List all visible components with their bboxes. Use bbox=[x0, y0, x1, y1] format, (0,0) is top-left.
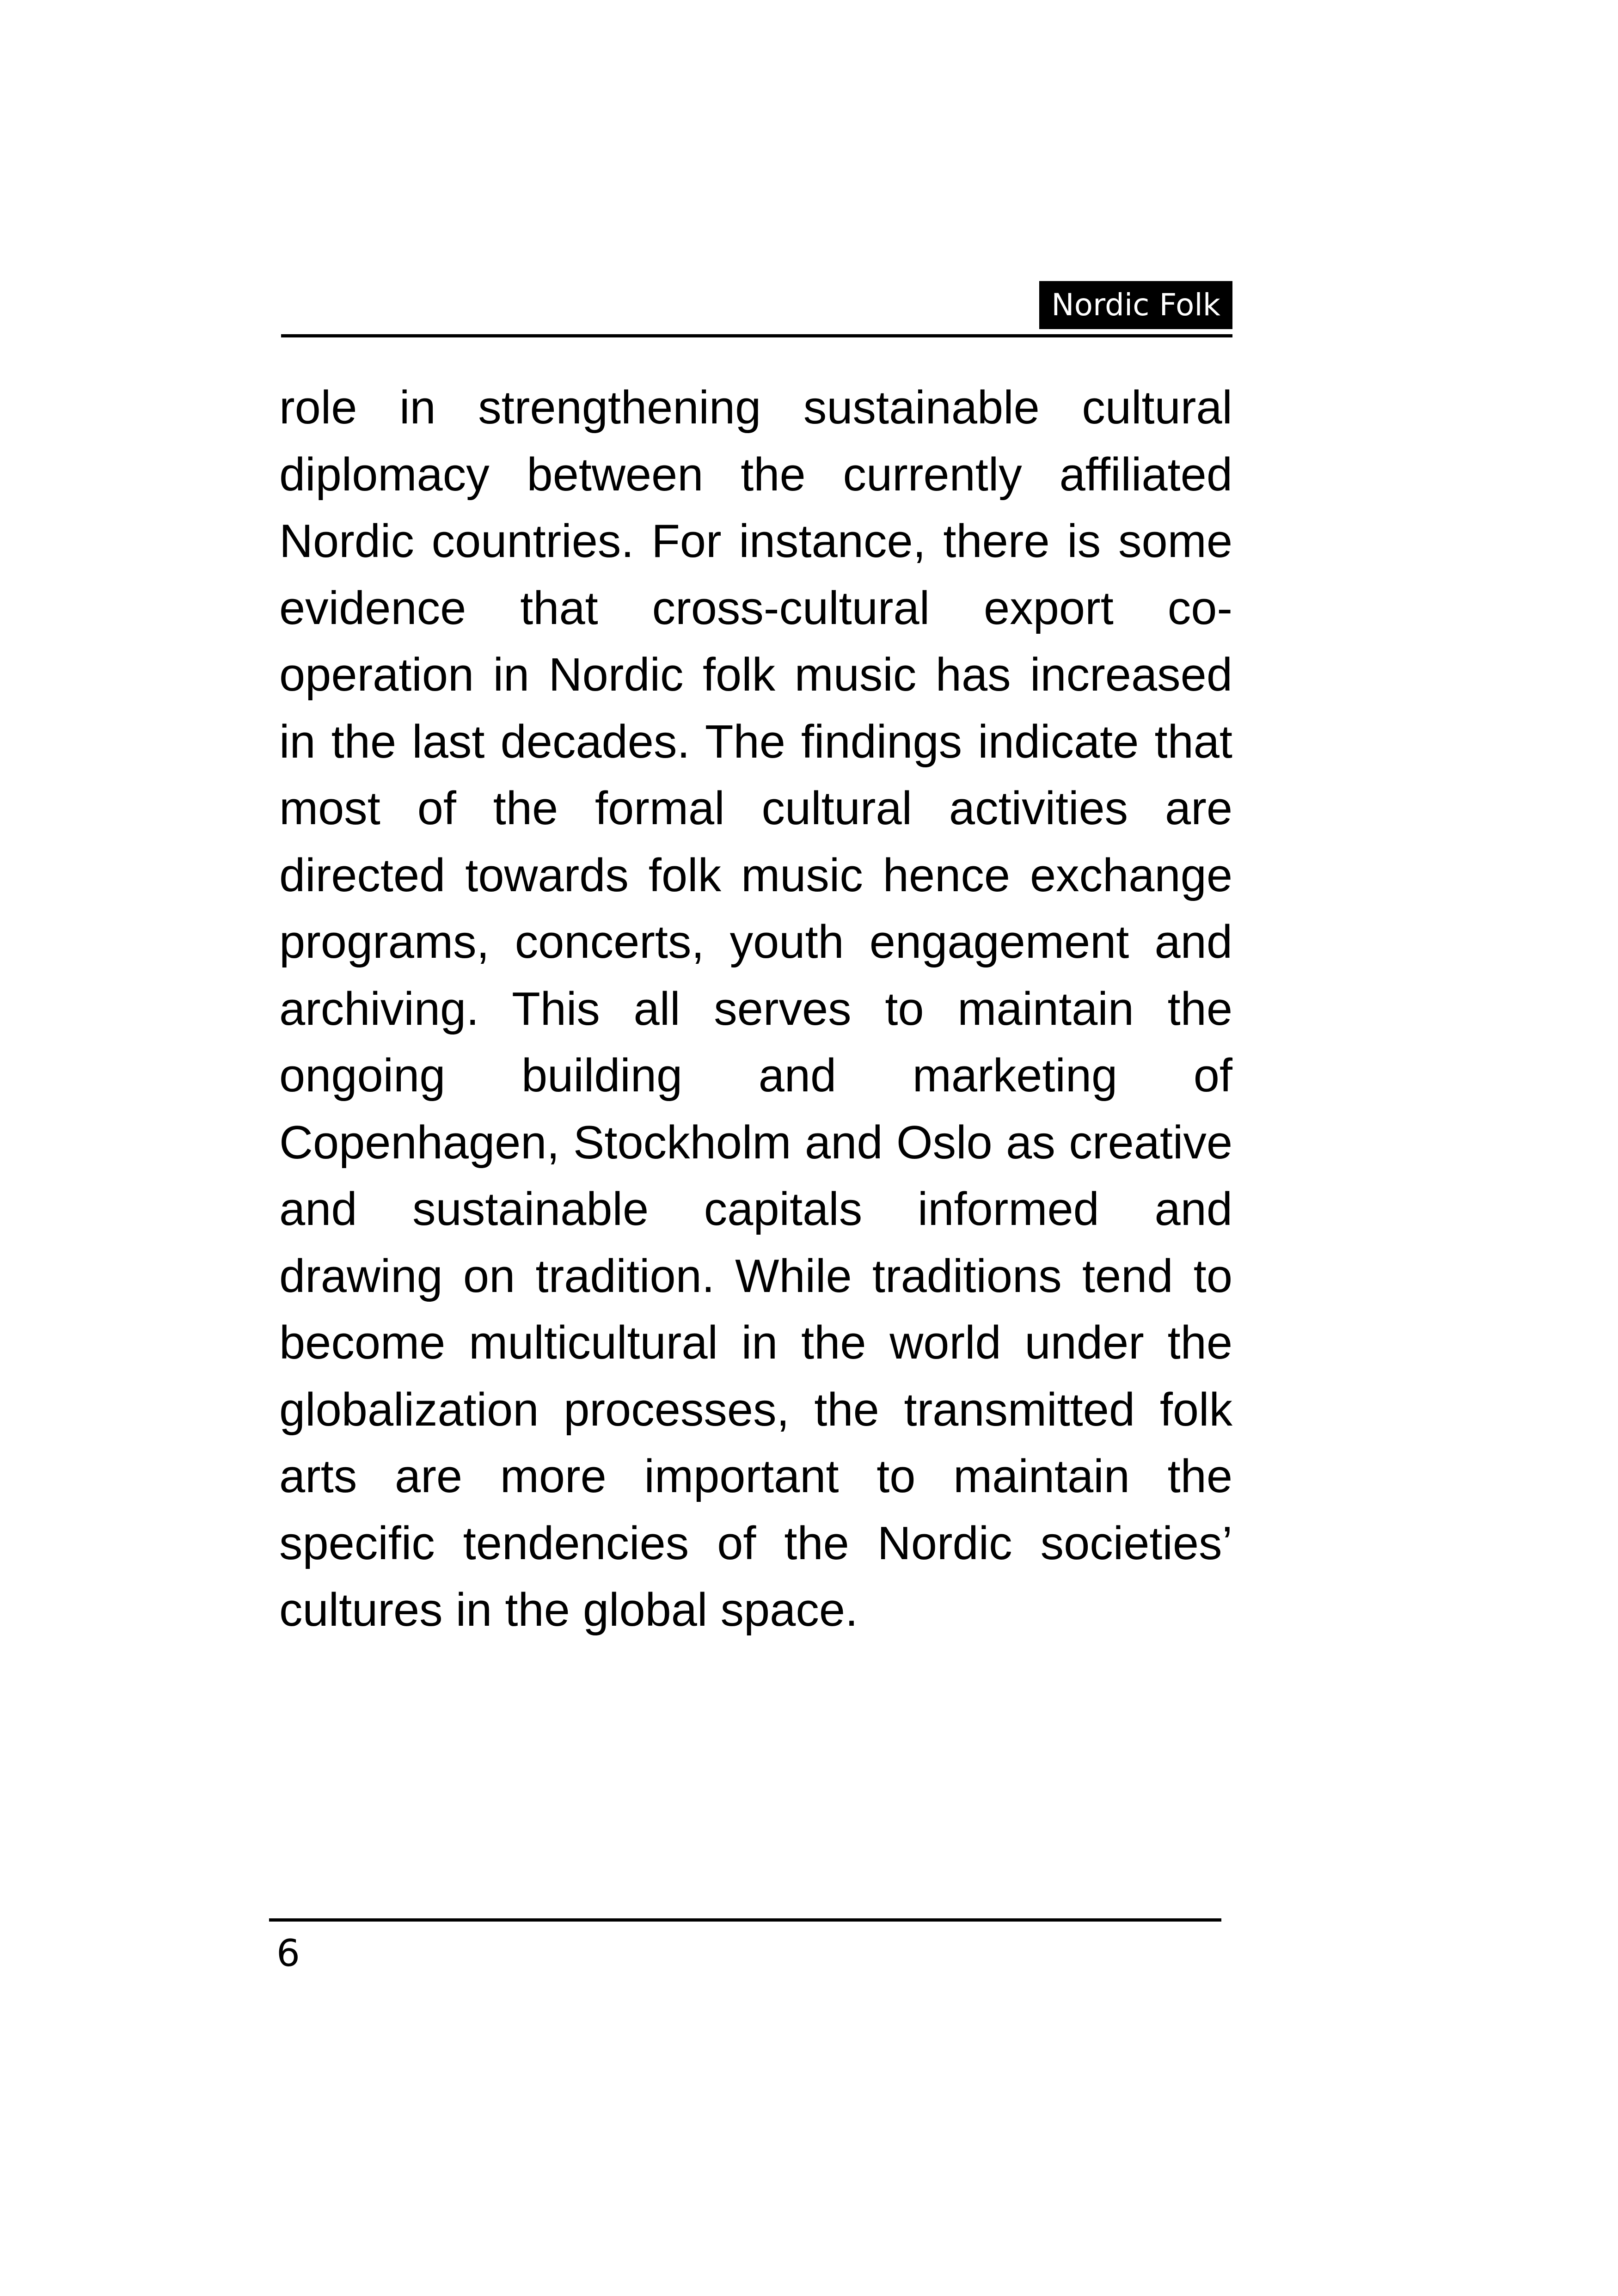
header-rule bbox=[281, 334, 1232, 337]
body-paragraph: role in strengthening sustainable cultural diplomacy between the currently affiliated Nordic countries. For instance, there is some evidence that cross-cultural export co-operation in Nordic folk music has increased in the last decades. The findings indicate that most of the formal cultural activities are directed towards folk music hence exchange programs, concerts, youth engagement and archiving. This all serves to maintain the ongoing building and marketing of Copenhagen, Stockholm and Oslo as creative and sustainable capitals informed and drawing on tradition. While traditions tend to become multicultural in the world under the globalization processes, the transmitted folk arts are more important to maintain the specific tendencies of the Nordic societies’ cultures in the global space. bbox=[279, 382, 1232, 1636]
page-number: 6 bbox=[276, 1932, 300, 1975]
footer-rule bbox=[269, 1918, 1221, 1922]
running-header-title: Nordic Folk bbox=[1039, 281, 1232, 329]
